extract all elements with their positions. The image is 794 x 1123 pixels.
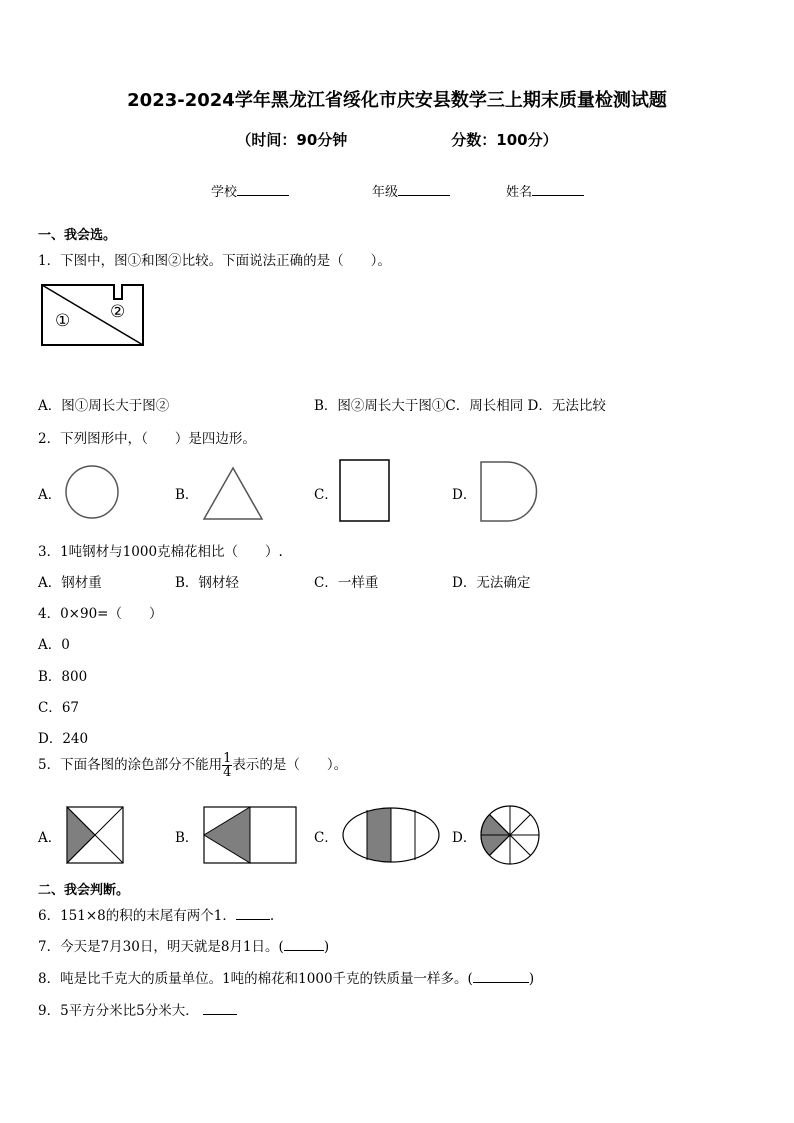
q6-stem: 6．151×8的积的末尾有两个1． <box>38 908 236 924</box>
q8-end: ) <box>528 971 535 987</box>
question-5-text <box>38 752 347 779</box>
q5-option-a[interactable]: A． <box>38 830 62 846</box>
grade-field <box>372 181 450 200</box>
section-1-heading: 一、我会选。 <box>38 228 117 243</box>
q3-option-b[interactable]: B．钢材轻 <box>175 575 239 591</box>
question-1-text: 1．下图中，图①和图②比较。下面说法正确的是（ ）。 <box>38 253 391 269</box>
school-label: 学校 <box>211 185 238 200</box>
q3-option-c[interactable]: C．一样重 <box>314 575 379 591</box>
q9-answer-blank[interactable] <box>203 1002 237 1015</box>
q2-d-shape <box>480 461 538 523</box>
q2-option-a[interactable]: A． <box>38 487 62 503</box>
page-subtitle <box>0 129 794 150</box>
q1-option-a[interactable]: A．图①周长大于图② <box>38 398 170 414</box>
q2-option-c[interactable]: C． <box>314 487 338 503</box>
q3-option-a[interactable]: A．钢材重 <box>38 575 102 591</box>
question-3-text: 3．1吨钢材与1000克棉花相比（ ）. <box>38 544 283 560</box>
fraction-denominator: 4 <box>223 765 232 780</box>
q4-option-a[interactable]: A．0 <box>38 637 70 653</box>
q8-answer-blank[interactable] <box>473 970 529 983</box>
q7-answer-blank[interactable] <box>284 938 324 951</box>
q5-square-shaded-triangle <box>66 806 124 864</box>
question-7-text <box>38 935 329 955</box>
q4-option-d[interactable]: D．240 <box>38 731 89 747</box>
section-2-heading: 二、我会判断。 <box>38 883 130 898</box>
q3-option-d[interactable]: D．无法确定 <box>452 575 531 591</box>
question-8-text <box>38 967 534 987</box>
q5-option-c[interactable]: C． <box>314 830 338 846</box>
q1-figure <box>40 283 146 347</box>
q6-end: . <box>269 908 275 924</box>
question-4-text: 4．0×90=（ ） <box>38 606 163 622</box>
grade-label: 年级 <box>372 185 399 200</box>
q7-stem: 7．今天是7月30日，明天就是8月1日。( <box>38 939 284 955</box>
q5-option-b[interactable]: B． <box>175 830 199 846</box>
q2-option-d[interactable]: D． <box>452 487 477 503</box>
q7-end: ) <box>323 939 330 955</box>
q5-circle-shaded-sectors <box>480 805 540 865</box>
q5-rectangle-shaded-triangle <box>203 806 297 864</box>
q2-option-b[interactable]: B． <box>175 487 199 503</box>
q6-answer-blank[interactable] <box>236 907 270 920</box>
q5-option-d[interactable]: D． <box>452 830 477 846</box>
question-6-text <box>38 904 274 924</box>
q9-stem: 9．5平方分米比5分米大． <box>38 1003 199 1019</box>
q4-option-c[interactable]: C．67 <box>38 700 80 716</box>
school-field <box>211 181 289 200</box>
question-2-text: 2．下列图形中，（ ）是四边形。 <box>38 431 256 447</box>
q1-figure-label-2: ② <box>110 302 126 322</box>
q2-circle-shape <box>64 465 122 523</box>
time-limit: （时间：90分钟 <box>236 131 348 149</box>
fraction-numerator: 1 <box>223 751 232 766</box>
q4-option-b[interactable]: B．800 <box>38 669 88 685</box>
q5-suffix: 表示的是（ ）。 <box>232 757 348 773</box>
q2-triangle-shape <box>202 466 264 522</box>
question-9-text <box>38 999 237 1019</box>
name-blank <box>532 183 584 196</box>
q5-prefix: 5．下面各图的涂色部分不能用 <box>38 757 223 773</box>
total-score: 分数：100分） <box>451 131 558 149</box>
q8-stem: 8．吨是比千克大的质量单位。1吨的棉花和1000千克的铁质量一样多。( <box>38 971 473 987</box>
grade-blank <box>398 183 450 196</box>
q1-option-bcd[interactable]: B．图②周长大于图①C．周长相同 D．无法比较 <box>314 398 606 414</box>
q2-rectangle-shape <box>339 459 391 523</box>
q5-ellipse-shaded-strip <box>341 806 441 864</box>
page-title: 2023-2024学年黑龙江省绥化市庆安县数学三上期末质量检测试题 <box>127 90 667 111</box>
q1-figure-label-1: ① <box>55 311 71 331</box>
fraction-one-quarter <box>222 752 232 779</box>
name-field <box>506 181 584 200</box>
school-blank <box>237 183 289 196</box>
name-label: 姓名 <box>506 185 533 200</box>
